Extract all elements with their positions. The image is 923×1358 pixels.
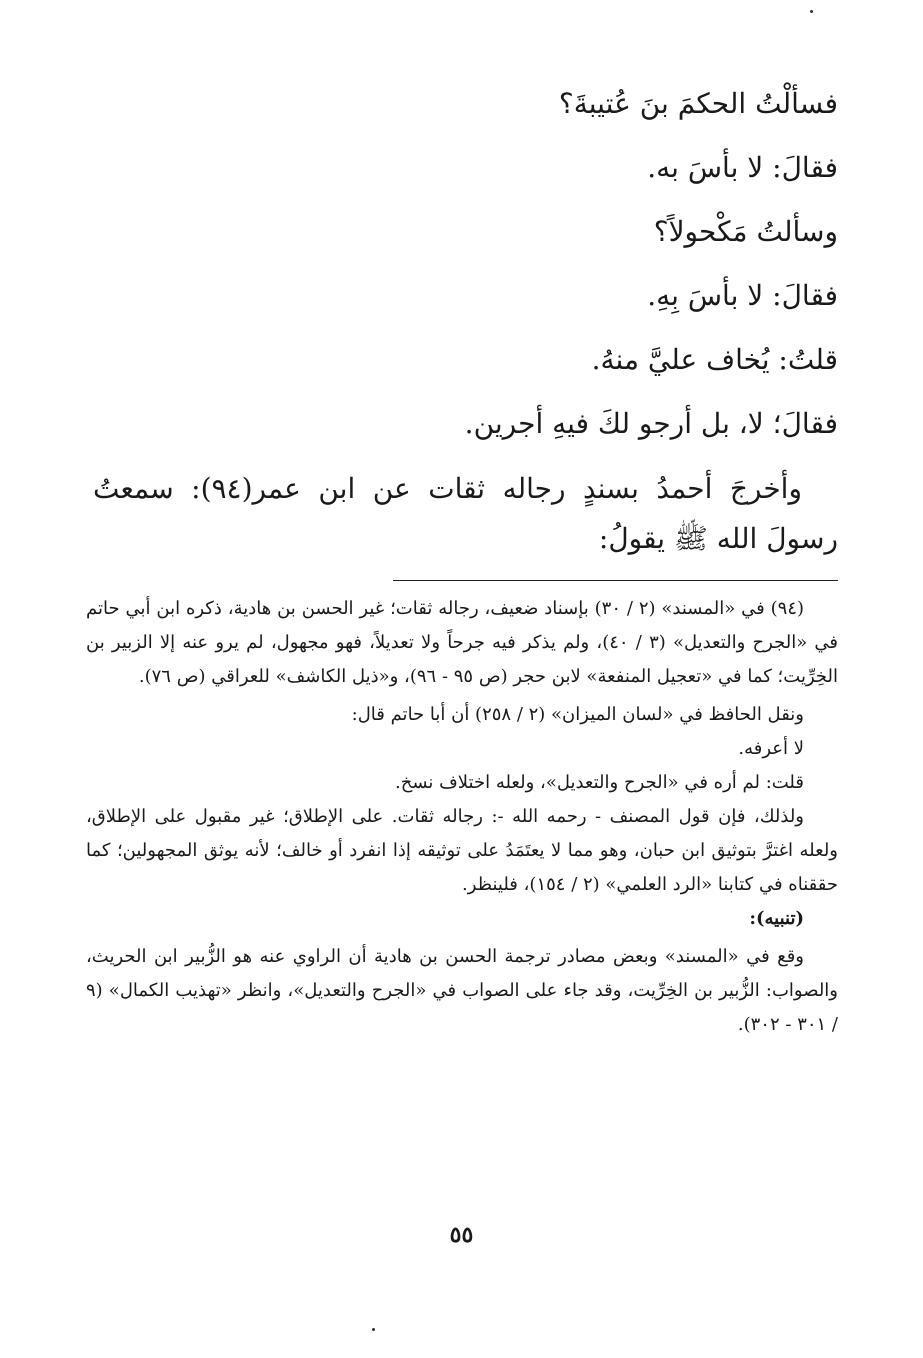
- main-line: فقالَ: لا بأسَ به.: [647, 151, 838, 184]
- main-line: وسألتُ مَكْحولاً؟: [653, 215, 838, 248]
- footnote-heading: (تنبيه):: [749, 908, 804, 929]
- footnote-paragraph: ونقل الحافظ في «لسان الميزان» (٢ / ٢٥٨) أن أبا حاتم قال:: [351, 704, 804, 725]
- main-line: فقالَ؛ لا، بل أرجو لكَ فيهِ أجرين.: [464, 407, 838, 440]
- page-number: ٥٥: [449, 1222, 474, 1248]
- footnote-paragraph: لا أعرفه.: [738, 738, 804, 759]
- main-text: [93, 72, 838, 564]
- scan-speck: [372, 1328, 375, 1331]
- footnote-paragraph: (٩٤) في «المسند» (٢ / ٣٠) بإسناد ضعيف، رجاله ثقات؛ غير الحسن بن هادية، ذكره ابن أبي حاتم في «الجرح والتعديل» (٣ / ٤٠)، ولم يذكر فيه جرحاً ولا تعديلاً، فهو مجهول، لم يرو عنه إلا الزبير بن الخِرِّيت؛ كما في «تعجيل المنفعة» لابن حجر (ص ٩٥ - ٩٦)، و«ذيل الكاشف» للعراقي (ص ٧٦).: [86, 598, 838, 687]
- main-line: فسألْتُ الحكمَ بنَ عُتيبةَ؟: [558, 87, 838, 120]
- footnote-paragraph: ولذلك، فإن قول المصنف - رحمه الله -: رجاله ثقات. على الإطلاق؛ غير مقبول على الإطلاق، ولعله اغترَّ بتوثيق ابن حبان، وهو مما لا يعتَمَدُ على توثيقه إذا انفرد أو خالف؛ لأنه يوثق المجهولين؛ كما حققناه في كتابنا «الرد العلمي» (٢ / ١٥٤)، فلينظر.: [86, 806, 838, 895]
- scan-speck: [810, 10, 813, 13]
- footnote-paragraph: وقع في «المسند» وبعض مصادر ترجمة الحسن بن هادية أن الراوي عنه هو الزُّبير ابن الحريث، والصواب: الزُّبير بن الخِرِّيت، وقد جاء على الصواب في «الجرح والتعديل»، وانظر «تهذيب الكمال» (٩ / ٣٠١ - ٣٠٢).: [86, 946, 838, 1035]
- footnote-separator: [393, 580, 838, 581]
- footnotes: [86, 592, 838, 1042]
- main-paragraph: وأخرجَ أحمدُ بسندٍ رجاله ثقات عن ابن عمر(٩٤): سمعتُ رسولَ الله ﷺ يقولُ:: [93, 472, 838, 555]
- footnote-paragraph: قلت: لم أره في «الجرح والتعديل»، ولعله اختلاف نسخ.: [395, 772, 804, 793]
- main-line: قلتُ: يُخاف عليَّ منهُ.: [591, 343, 838, 376]
- main-line: فقالَ: لا بأسَ بِهِ.: [647, 279, 838, 312]
